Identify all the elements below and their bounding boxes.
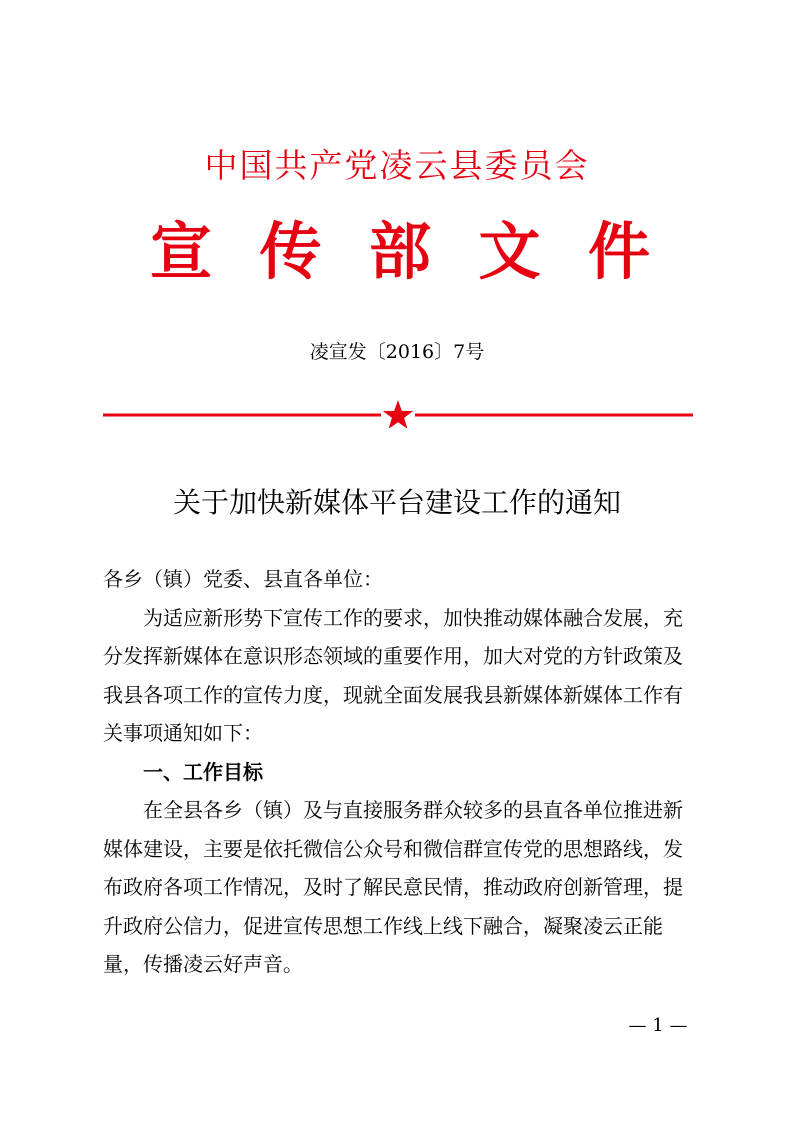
red-divider — [103, 398, 693, 428]
heading-char: 宣 — [150, 215, 213, 288]
document-number: 凌宣发〔2016〕7号 — [309, 341, 485, 363]
heading-char: 部 — [368, 215, 431, 288]
intro-paragraph: 为适应新形势下宣传工作的要求，加快推动媒体融合发展，充分发挥新媒体在意识形态领域的重要作用，加大对党的方针政策及我县各项工作的宣传力度，现就全面发展我县新媒体新媒体工作有关事项通知如下： — [103, 605, 683, 745]
heading-char: 文 — [478, 215, 541, 288]
star-icon — [383, 400, 413, 428]
page-number: — 1 — — [628, 1015, 688, 1036]
issuer-name: 中国共产党凌云县委员会 — [204, 146, 590, 185]
document-title: 关于加快新媒体平台建设工作的通知 — [172, 486, 621, 519]
document-type-heading — [150, 212, 650, 292]
section-heading: 一、工作目标 — [143, 759, 263, 784]
section-paragraph: 在全县各乡（镇）及与直接服务群众较多的县直各单位推进新媒体建设，主要是依托微信公众号和微信群宣传党的思想路线，发布政府各项工作情况，及时了解民意民情，推动政府创新管理，提升政府公信力，促进宣传思想工作线上线下融合，凝聚凌云正能量，传播凌云好声音。 — [103, 798, 683, 976]
heading-char: 传 — [259, 215, 322, 288]
heading-char: 件 — [587, 215, 650, 288]
document-body — [103, 560, 695, 984]
salutation: 各乡（镇）党委、县直各单位： — [103, 567, 383, 591]
